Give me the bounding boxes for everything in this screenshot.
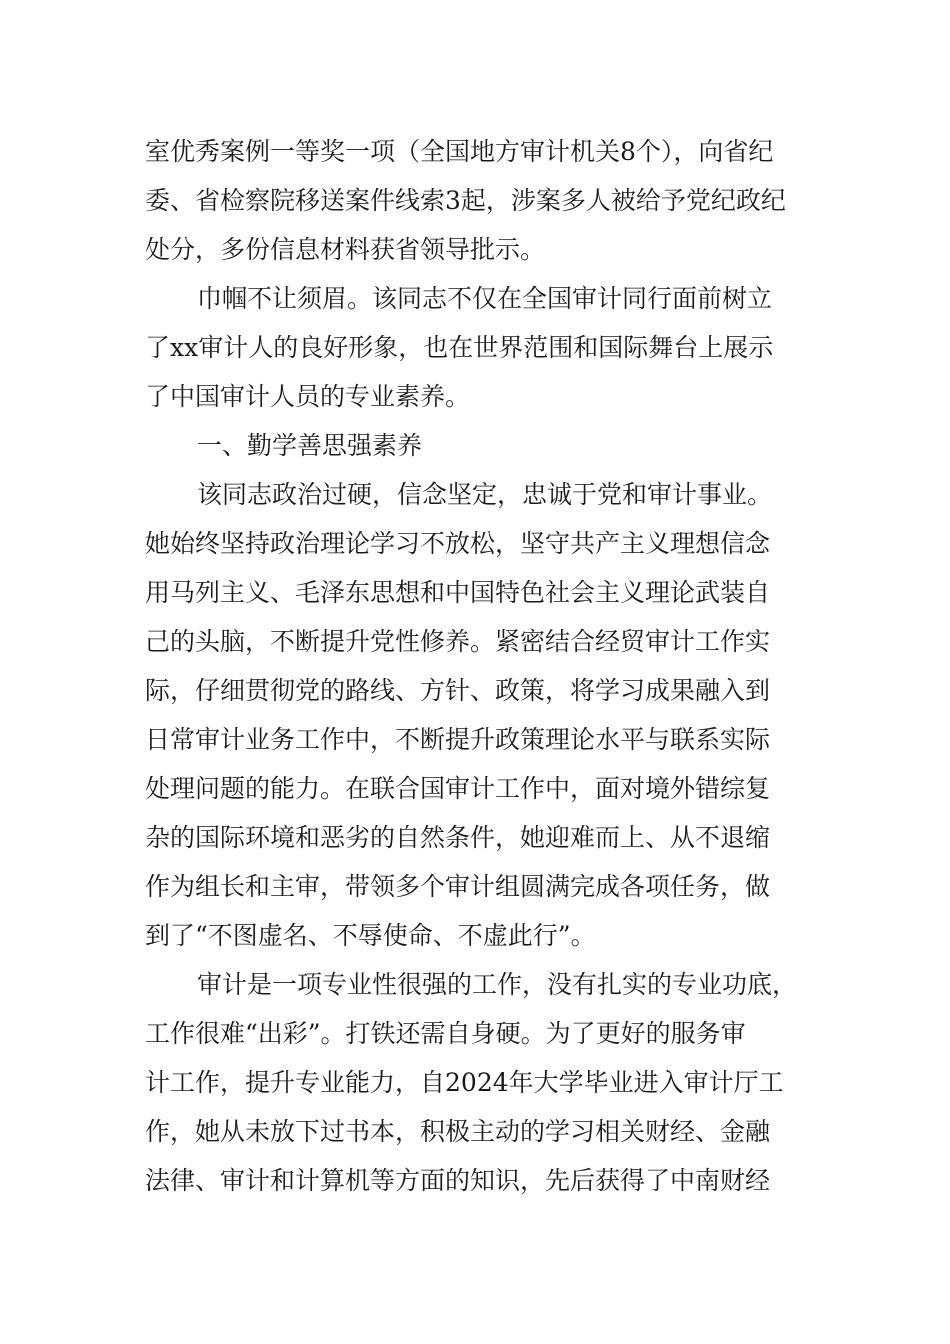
text-line: 审计是一项专业性很强的工作，没有扎实的专业功底， <box>197 970 798 999</box>
text-line: 日常审计业务工作中，不断提升政策理论水平与联系实际 <box>145 725 771 754</box>
section-heading: 一、勤学善思强素养 <box>197 431 423 460</box>
text-line: 工作很难“出彩”。打铁还需自身硬。为了更好的服务审 <box>145 1019 746 1048</box>
text-line: 委、省检察院移送案件线索3起，涉案多人被给予党纪政纪 <box>145 186 786 215</box>
text-line: 作为组长和主审，带领多个审计组圆满完成各项任务，做 <box>145 872 771 901</box>
text-line: 己的头脑，不断提升党性修养。紧密结合经贸审计工作实 <box>145 627 771 656</box>
text-line: 了xx审计人的良好形象，也在世界范围和国际舞台上展示 <box>145 333 774 362</box>
text-line: 她始终坚持政治理论学习不放松，坚守共产主义理想信念 <box>145 529 771 558</box>
text-line: 巾帼不让须眉。该同志不仅在全国审计同行面前树立 <box>197 284 773 313</box>
text-line: 该同志政治过硬，信念坚定，忠诚于党和审计事业。 <box>197 480 773 509</box>
text-line: 到了“不图虚名、不辱使命、不虚此行”。 <box>145 921 596 950</box>
text-line: 计工作，提升专业能力，自2024年大学毕业进入审计厅工 <box>145 1068 784 1097</box>
text-line: 用马列主义、毛泽东思想和中国特色社会主义理论武装自 <box>145 578 771 607</box>
text-line: 杂的国际环境和恶劣的自然条件，她迎难而上、从不退缩 <box>145 823 771 852</box>
document-body <box>145 127 815 1205</box>
text-line: 际，仔细贯彻党的路线、方针、政策，将学习成果融入到 <box>145 676 771 705</box>
text-line: 处理问题的能力。在联合国审计工作中，面对境外错综复 <box>145 774 771 803</box>
text-line: 室优秀案例一等奖一项（全国地方审计机关8个），向省纪 <box>145 137 774 166</box>
text-line: 处分，多份信息材料获省领导批示。 <box>145 235 546 264</box>
text-line: 法律、审计和计算机等方面的知识，先后获得了中南财经 <box>145 1166 771 1195</box>
text-line: 了中国审计人员的专业素养。 <box>145 382 471 411</box>
text-line: 作，她从未放下过书本，积极主动的学习相关财经、金融 <box>145 1117 771 1146</box>
